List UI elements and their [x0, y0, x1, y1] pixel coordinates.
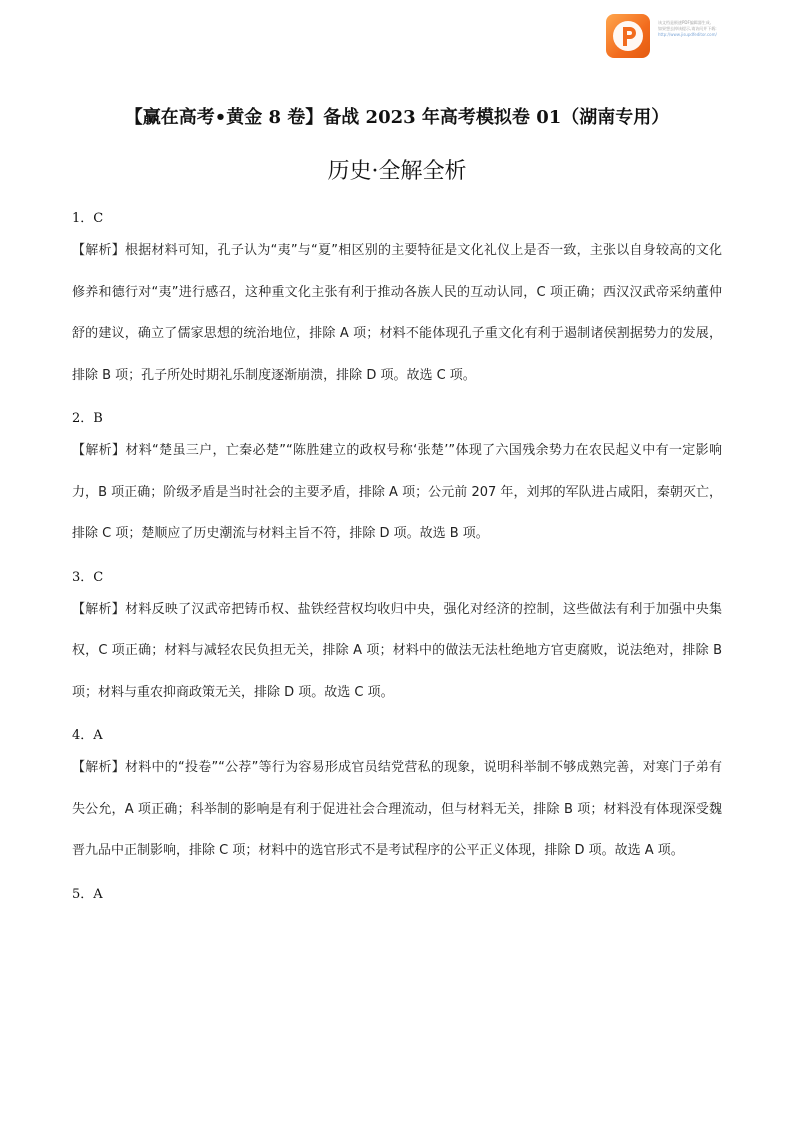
- question-number: 5．A: [72, 886, 103, 902]
- question-analysis: 【解析】材料“楚虽三户，亡秦必楚”“陈胜建立的政权号称‘张楚’”体现了六国残余势力在农民起义中有一定影响力，B 项正确；阶级矛盾是当时社会的主要矛盾，排除 A 项；公元前 207 年，刘邦的军队进占咸阳，秦朝灭亡，排除 C 项；楚顺应了历史潮流与材料主旨不符，排除 D 项。故选 B 项。: [72, 443, 722, 541]
- logo-note-line1: 该文档是极速PDF编辑器生成,: [658, 20, 712, 25]
- logo-note: [658, 20, 788, 38]
- question-number: 1．C: [72, 211, 104, 226]
- header-logo-area: [606, 14, 788, 58]
- question-number: 2．B: [72, 411, 103, 426]
- question-number: 3．C: [72, 569, 104, 585]
- logo-note-line2: 如果想去掉该提示,请访问并下载:: [658, 26, 717, 31]
- answer-content: [72, 208, 722, 918]
- question-block: [72, 884, 722, 906]
- question-block: [72, 725, 722, 872]
- question-block: [72, 208, 722, 396]
- question-analysis: 【解析】材料反映了汉武帝把铸币权、盐铁经营权均收归中央，强化对经济的控制，这些做法有利于加强中央集权，C 项正确；材料与减轻农民负担无关，排除 A 项；材料中的做法无法杜绝地方官吏腐败，说法绝对，排除 B 项；材料与重农抑商政策无关，排除 D 项。故选 C 项。: [72, 601, 722, 700]
- question-analysis: 【解析】根据材料可知，孔子认为“夷”与“夏”相区别的主要特征是文化礼仪上是否一致，主张以自身较高的文化修养和德行对“夷”进行感召，这种重文化主张有利于推动各族人民的互动认同，C 项正确；西汉汉武帝采纳董仲舒的建议，确立了儒家思想的统治地位，排除 A 项；材料不能体现孔子重文化有利于遏制诸侯割据势力的发展，排除 B 项；孔子所处时期礼乐制度逐渐崩溃，排除 D 项。故选 C 项。: [72, 243, 722, 383]
- document-subtitle: 历史·全解全析: [327, 159, 467, 184]
- p-logo-icon: [606, 14, 650, 58]
- document-title: 【赢在高考•黄金 8 卷】备战 2023 年高考模拟卷 01（湖南专用）: [124, 107, 670, 128]
- question-analysis: 【解析】材料中的“投卷”“公荐”等行为容易形成官员结党营私的现象，说明科举制不够成熟完善，对寒门子弟有失公允，A 项正确；科举制的影响是有利于促进社会合理流动，但与材料无关，排除 B 项；材料没有体现深受魏晋九品中正制影响，排除 C 项；材料中的选官形式不是考试程序的公平正义体现，排除 D 项。故选 A 项。: [72, 760, 722, 858]
- question-block: [72, 567, 722, 714]
- logo-note-url[interactable]: http://www.jisupdfeditor.com/: [658, 32, 717, 37]
- question-block: [72, 408, 722, 555]
- question-number: 4．A: [72, 728, 103, 743]
